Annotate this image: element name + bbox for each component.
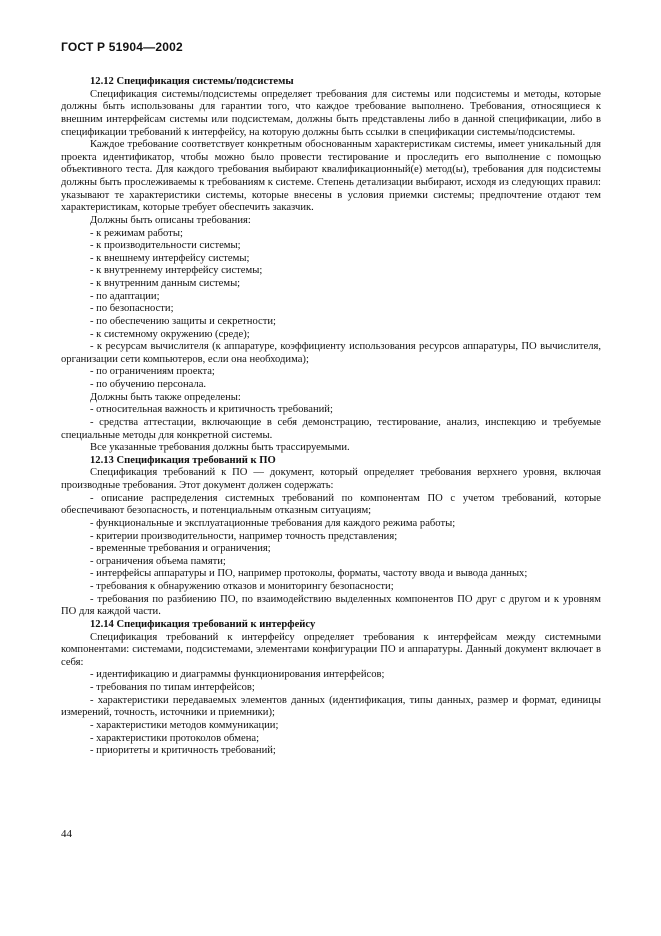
list-item: - характеристики протоколов обмена;: [90, 732, 260, 744]
paragraph: Все указанные требования должны быть трассируемыми.: [90, 442, 350, 454]
list-item: - требования по типам интерфейсов;: [90, 682, 255, 693]
list-item: - средства аттестации, включающие в себя демонстрацию, тестирование, анализ, инспекцию и требуемые специальные методы для конкретной системы.: [61, 416, 601, 441]
list-item: - ограничения объема памяти;: [90, 555, 226, 567]
paragraph: Должны быть описаны требования:: [90, 214, 251, 226]
document-header: ГОСТ Р 51904—2002: [61, 40, 183, 54]
list-item: - описание распределения системных требований по компонентам ПО с учетом требований, которые обеспечивают безопасность, и потенциальным отказным ситуациям;: [61, 492, 601, 517]
list-item: - относительная важность и критичность требований;: [90, 404, 333, 416]
list-item: - характеристики передаваемых элементов данных (идентификация, типы данных, размер и формат, единицы измерений, точность, источники и приемники);: [61, 694, 601, 719]
list-item: - функциональные и эксплуатационные требования для каждого режима работы;: [90, 517, 456, 529]
list-item: - по безопасности;: [90, 303, 174, 315]
section-heading-12-12: 12.12 Спецификация системы/подсистемы: [90, 76, 294, 87]
list-item: - по адаптации;: [90, 290, 160, 302]
paragraph: Каждое требование соответствует конкретным обоснованным характеристикам системы, имеет уникальный для проекта идентификатор, чтобы можно было провести тестирование и проследить его выполнение с помощью объективного теста. Для каждого требования выбирают квалификационный(е) метод(ы), требования для подсистемы должны быть прослеживаемы к требованиям к системе. Степень детализации выбирают, исходя из следующих правил: указывают те характеристики системы, которые внесены в условия приемки системы; предпочтение отдают тем характеристикам, которые требует обеспечить заказчик.: [61, 139, 601, 214]
list-item: - идентификацию и диаграммы функционирования интерфейсов;: [90, 669, 385, 681]
list-item: - к внутреннему интерфейсу системы;: [90, 265, 263, 277]
list-item: - к режимам работы;: [90, 227, 183, 239]
list-item: - по ограничениям проекта;: [90, 366, 215, 378]
list-item: - временные требования и ограничения;: [90, 543, 271, 555]
paragraph: Спецификация требований к ПО — документ, который определяет требования верхнего уровня, включая производные требования. Этот документ должен содержать:: [61, 467, 601, 491]
list-item: - к внешнему интерфейсу системы;: [90, 252, 250, 264]
section-heading-12-13: 12.13 Спецификация требований к ПО: [90, 454, 276, 466]
list-item: - требования к обнаружению отказов и мониторингу безопасности;: [90, 581, 394, 592]
list-item: - к внутренним данным системы;: [90, 278, 241, 289]
list-item: - по обеспечению защиты и секретности;: [90, 315, 276, 327]
document-body: [61, 76, 601, 758]
page-number: 44: [61, 828, 72, 840]
section-heading-12-14: 12.14 Спецификация требований к интерфейсу: [90, 618, 316, 630]
list-item: - критерии производительности, например точность представления;: [90, 530, 398, 542]
list-item: - к системному окружению (среде);: [90, 328, 250, 340]
paragraph: Спецификация системы/подсистемы определяет требования для системы или подсистемы и методы, которые должны быть использованы для гарантии того, что каждое требование выполнено. Требования, относящиеся к внешним интерфейсам системы или подсистемам, должны быть представлены либо в данной спецификации, либо в спецификации требований к интерфейсу, на которую должны быть ссылки в спецификации системы/подсистемы.: [61, 88, 601, 138]
list-item: - характеристики методов коммуникации;: [90, 719, 279, 731]
list-item: - к производительности системы;: [90, 240, 241, 252]
paragraph: Спецификация требований к интерфейсу определяет требования к интерфейсам между системными компонентами: системами, подсистемами, элементами конфигурации ПО и аппаратуры. Данный документ включает в себя:: [61, 631, 601, 668]
list-item: - к ресурсам вычислителя (к аппаратуре, коэффициенту использования ресурсов аппаратуры, ПО вычислителя, организации сети компьютеров, если она необходима);: [61, 341, 601, 365]
list-item: - приоритеты и критичность требований;: [90, 745, 276, 757]
list-item: - требования по разбиению ПО, по взаимодействию выделенных компонентов ПО друг с другом и к уровням ПО для каждой части.: [61, 593, 601, 618]
paragraph: Должны быть также определены:: [90, 391, 241, 403]
list-item: - интерфейсы аппаратуры и ПО, например протоколы, форматы, частоту ввода и вывода данных;: [90, 568, 528, 580]
list-item: - по обучению персонала.: [90, 379, 207, 390]
